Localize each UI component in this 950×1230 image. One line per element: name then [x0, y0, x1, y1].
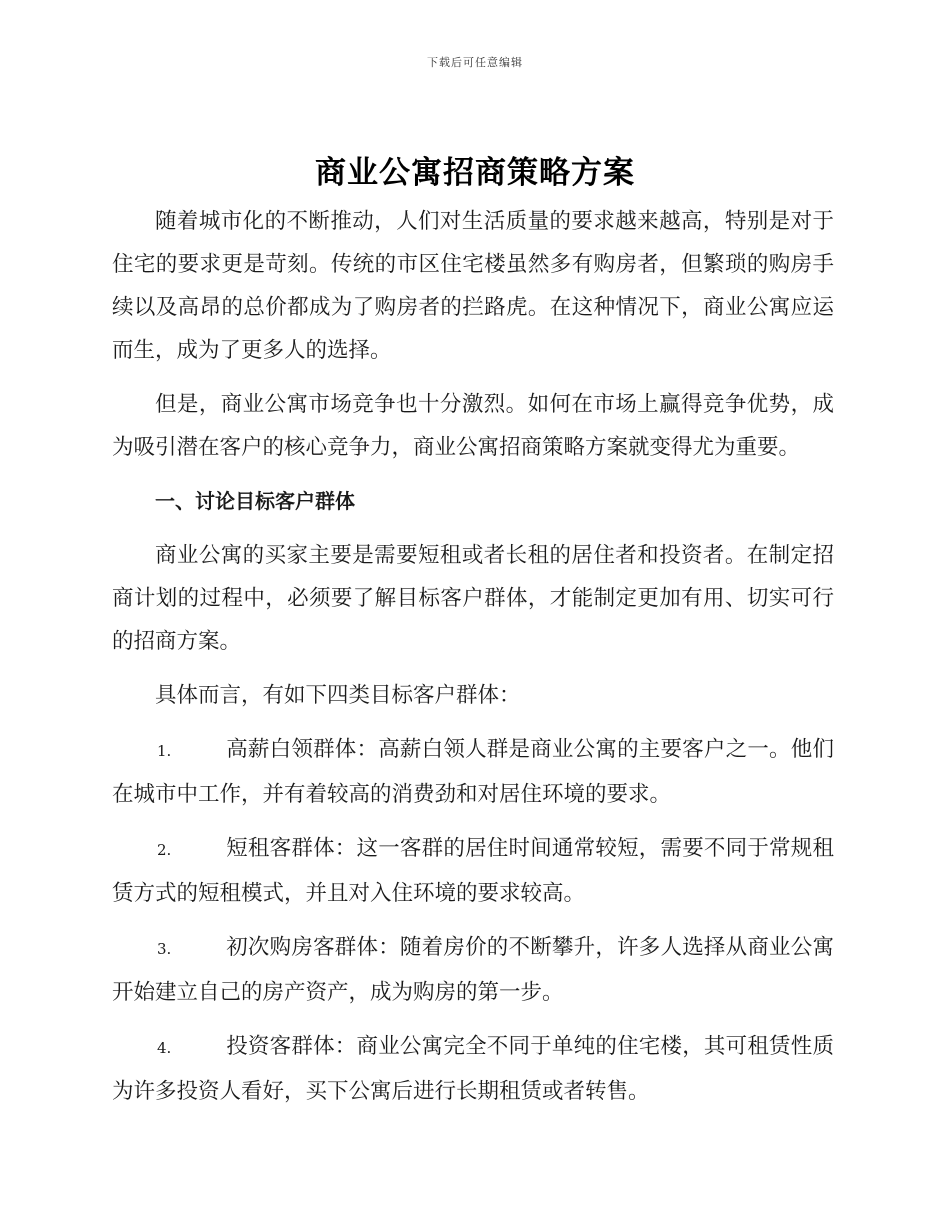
list-item-number: 2.: [157, 841, 172, 859]
list-item-text: 短租客群体：这一客群的居住时间通常较短，需要不同于常规租赁方式的短租模式，并且对入住环境的要求较高。: [112, 836, 834, 906]
list-item-number: 1.: [157, 742, 172, 760]
list-item-text: 初次购房客群体：随着房价的不断攀升，许多人选择从商业公寓开始建立自己的房产资产，成为购房的第一步。: [112, 935, 834, 1005]
list-item: [112, 827, 834, 915]
intro-paragraph-2: 但是，商业公寓市场竞争也十分激烈。如何在市场上赢得竞争优势，成为吸引潜在客户的核心竞争力，商业公寓招商策略方案就变得尤为重要。: [112, 392, 834, 460]
section-paragraph-1: 商业公寓的买家主要是需要短租或者长租的居住者和投资者。在制定招商计划的过程中，必须要了解目标客户群体，才能制定更加有用、切实可行的招商方案。: [112, 543, 834, 654]
intro-paragraph-1: 随着城市化的不断推动，人们对生活质量的要求越来越高，特别是对于住宅的要求更是苛刻。传统的市区住宅楼虽然多有购房者，但繁琐的购房手续以及高昂的总价都成为了购房者的拦路虎。在这种情况下，商业公寓应运而生，成为了更多人的选择。: [112, 209, 834, 363]
list-item: [112, 1025, 834, 1113]
list-item-number: 4.: [157, 1039, 172, 1057]
section-heading: 一、讨论目标客户群体: [155, 489, 355, 513]
document-title: 商业公寓招商策略方案: [315, 155, 635, 191]
list-item-text: 投资客群体：商业公寓完全不同于单纯的住宅楼，其可租赁性质为许多投资人看好，买下公寓后进行长期租赁或者转售。: [112, 1034, 834, 1104]
list-item-number: 3.: [157, 940, 172, 958]
list-item: [112, 728, 834, 816]
list-item: [112, 926, 834, 1014]
document-body: [112, 200, 834, 1124]
page-header-note: 下载后可任意编辑: [427, 56, 523, 69]
section-paragraph-2: 具体而言，有如下四类目标客户群体：: [155, 683, 521, 708]
list-item-text: 高薪白领群体：高薪白领人群是商业公寓的主要客户之一。他们在城市中工作，并有着较高的消费劲和对居住环境的要求。: [112, 737, 834, 807]
